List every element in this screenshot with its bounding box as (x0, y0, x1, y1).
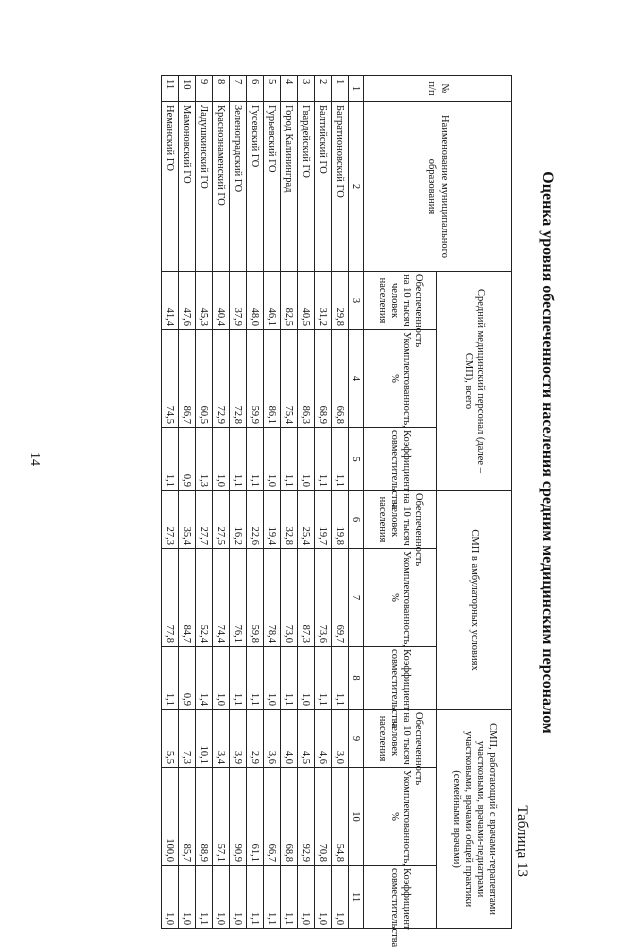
value-cell: 90,9 (230, 768, 247, 866)
value-cell: 68,9 (315, 330, 332, 428)
value-cell: 3,4 (213, 710, 230, 768)
municipality-name: Мамоновский ГО (179, 102, 196, 272)
value-cell: 25,4 (298, 491, 315, 549)
value-cell: 1,1 (196, 866, 213, 929)
value-cell: 4,6 (315, 710, 332, 768)
column-number: 5 (349, 428, 364, 491)
value-cell: 1,1 (315, 428, 332, 491)
table-row (196, 76, 213, 929)
value-cell: 1,1 (315, 647, 332, 710)
value-cell: 66,7 (264, 768, 281, 866)
value-cell: 16,2 (230, 491, 247, 549)
municipality-name: Балтийский ГО (315, 102, 332, 272)
value-cell: 1,1 (332, 428, 349, 491)
municipality-name: Ладушкинский ГО (196, 102, 213, 272)
value-cell: 77,8 (162, 549, 179, 647)
value-cell: 84,7 (179, 549, 196, 647)
value-cell: 10,1 (196, 710, 213, 768)
column-number: 1 (349, 76, 364, 102)
value-cell: 5,5 (162, 710, 179, 768)
value-cell: 40,5 (298, 272, 315, 330)
header-group-outpatient: СМП в амбулаторных условиях (437, 491, 512, 710)
value-cell: 48,0 (247, 272, 264, 330)
municipality-name: Краснознаменский ГО (213, 102, 230, 272)
row-number: 6 (247, 76, 264, 102)
value-cell: 47,6 (179, 272, 196, 330)
header-num: № п/п (364, 76, 512, 102)
subheader-provision: Обеспеченность на 10 тысяч человек населения (364, 491, 437, 549)
value-cell: 86,7 (179, 330, 196, 428)
subheader-ratio: Коэффициент совместительства (364, 866, 437, 929)
table-row (264, 76, 281, 929)
table-row (298, 76, 315, 929)
subheader-provision: Обеспеченность на 10 тысяч человек населения (364, 272, 437, 330)
value-cell: 1,1 (281, 866, 298, 929)
value-cell: 1,0 (213, 428, 230, 491)
row-number: 10 (179, 76, 196, 102)
value-cell: 1,1 (247, 428, 264, 491)
municipality-name: Неманский ГО (162, 102, 179, 272)
row-number: 7 (230, 76, 247, 102)
header-group-district: СМП, работающий с врачами-терапевтами участковыми, врачами-педиатрами участковыми, врачами общей практики (семейными врачами) (437, 710, 512, 929)
table-row (230, 76, 247, 929)
table-row (179, 76, 196, 929)
value-cell: 68,8 (281, 768, 298, 866)
subheader-ratio: Коэффициент совместительства (364, 647, 437, 710)
value-cell: 1,1 (264, 866, 281, 929)
value-cell: 40,4 (213, 272, 230, 330)
column-number: 9 (349, 710, 364, 768)
row-number: 11 (162, 76, 179, 102)
value-cell: 92,9 (298, 768, 315, 866)
value-cell: 27,5 (213, 491, 230, 549)
value-cell: 1,0 (162, 866, 179, 929)
value-cell: 70,8 (315, 768, 332, 866)
table-row (332, 76, 349, 929)
subheader-provision: Обеспеченность на 10 тысяч человек населения (364, 710, 437, 768)
value-cell: 88,9 (196, 768, 213, 866)
value-cell: 76,1 (230, 549, 247, 647)
value-cell: 1,0 (298, 866, 315, 929)
row-number: 5 (264, 76, 281, 102)
column-number: 8 (349, 647, 364, 710)
value-cell: 4,0 (281, 710, 298, 768)
value-cell: 3,0 (332, 710, 349, 768)
value-cell: 1,0 (213, 647, 230, 710)
table-row (162, 76, 179, 929)
value-cell: 72,9 (213, 330, 230, 428)
value-cell: 75,4 (281, 330, 298, 428)
value-cell: 19,4 (264, 491, 281, 549)
value-cell: 37,9 (230, 272, 247, 330)
value-cell: 3,6 (264, 710, 281, 768)
value-cell: 1,3 (196, 428, 213, 491)
column-number: 2 (349, 102, 364, 272)
header-name: Наименование муниципального образования (364, 102, 512, 272)
subheader-staffing: Укомплектованность, % (364, 549, 437, 647)
value-cell: 1,1 (247, 866, 264, 929)
row-number: 4 (281, 76, 298, 102)
municipality-name: Город Калининград (281, 102, 298, 272)
column-number: 4 (349, 330, 364, 428)
value-cell: 1,0 (264, 647, 281, 710)
value-cell: 46,1 (264, 272, 281, 330)
municipality-name: Гусевский ГО (247, 102, 264, 272)
value-cell: 0,9 (179, 647, 196, 710)
staffing-table (161, 75, 512, 947)
value-cell: 73,6 (315, 549, 332, 647)
table-row (315, 76, 332, 929)
value-cell: 87,3 (298, 549, 315, 647)
subheader-staffing: Укомплектованность, % (364, 330, 437, 428)
value-cell: 41,4 (162, 272, 179, 330)
value-cell: 85,7 (179, 768, 196, 866)
page-number: 14 (27, 452, 42, 466)
table-row (281, 76, 298, 929)
value-cell: 59,9 (247, 330, 264, 428)
value-cell: 1,0 (213, 866, 230, 929)
table-caption: Таблица 13 (514, 805, 530, 877)
value-cell: 54,8 (332, 768, 349, 866)
value-cell: 19,7 (315, 491, 332, 549)
value-cell: 74,5 (162, 330, 179, 428)
column-number: 3 (349, 272, 364, 330)
value-cell: 45,3 (196, 272, 213, 330)
value-cell: 1,0 (332, 866, 349, 929)
row-number: 8 (213, 76, 230, 102)
value-cell: 35,4 (179, 491, 196, 549)
value-cell: 1,4 (196, 647, 213, 710)
value-cell: 61,1 (247, 768, 264, 866)
document-title: Оценка уровня обеспеченности населения средним медицинским персоналом (539, 171, 556, 734)
value-cell: 1,0 (230, 866, 247, 929)
table-row (247, 76, 264, 929)
value-cell: 1,1 (162, 647, 179, 710)
value-cell: 32,8 (281, 491, 298, 549)
column-number: 11 (349, 866, 364, 929)
subheader-staffing: Укомплектованность, % (364, 768, 437, 866)
value-cell: 22,6 (247, 491, 264, 549)
municipality-name: Багратионовский ГО (332, 102, 349, 272)
value-cell: 1,0 (264, 428, 281, 491)
value-cell: 66,8 (332, 330, 349, 428)
value-cell: 31,2 (315, 272, 332, 330)
value-cell: 1,1 (281, 647, 298, 710)
value-cell: 29,8 (332, 272, 349, 330)
value-cell: 86,3 (298, 330, 315, 428)
value-cell: 82,5 (281, 272, 298, 330)
value-cell: 0,9 (179, 428, 196, 491)
value-cell: 78,4 (264, 549, 281, 647)
column-number: 6 (349, 491, 364, 549)
subheader-ratio: Коэффициент совместительства (364, 428, 437, 491)
municipality-name: Гвардейский ГО (298, 102, 315, 272)
value-cell: 1,0 (179, 866, 196, 929)
value-cell: 100,0 (162, 768, 179, 866)
value-cell: 1,1 (247, 647, 264, 710)
header-group-total: Средний медицинский персонал (далее – СМП), всего (437, 272, 512, 491)
value-cell: 1,1 (230, 428, 247, 491)
value-cell: 2,9 (247, 710, 264, 768)
value-cell: 4,5 (298, 710, 315, 768)
value-cell: 69,7 (332, 549, 349, 647)
row-number: 1 (332, 76, 349, 102)
value-cell: 59,8 (247, 549, 264, 647)
column-number: 7 (349, 549, 364, 647)
row-number: 3 (298, 76, 315, 102)
value-cell: 52,4 (196, 549, 213, 647)
value-cell: 86,1 (264, 330, 281, 428)
value-cell: 1,0 (298, 428, 315, 491)
row-number: 9 (196, 76, 213, 102)
column-number-row (349, 76, 364, 929)
value-cell: 74,4 (213, 549, 230, 647)
value-cell: 60,5 (196, 330, 213, 428)
value-cell: 72,8 (230, 330, 247, 428)
table-row (213, 76, 230, 929)
municipality-name: Зеленоградский ГО (230, 102, 247, 272)
value-cell: 1,1 (281, 428, 298, 491)
column-number: 10 (349, 768, 364, 866)
value-cell: 3,9 (230, 710, 247, 768)
municipality-name: Гурьевский ГО (264, 102, 281, 272)
value-cell: 1,1 (230, 647, 247, 710)
value-cell: 27,3 (162, 491, 179, 549)
value-cell: 1,1 (162, 428, 179, 491)
value-cell: 19,8 (332, 491, 349, 549)
value-cell: 73,0 (281, 549, 298, 647)
value-cell: 57,1 (213, 768, 230, 866)
value-cell: 1,1 (332, 647, 349, 710)
value-cell: 7,3 (179, 710, 196, 768)
value-cell: 1,0 (298, 647, 315, 710)
value-cell: 27,7 (196, 491, 213, 549)
value-cell: 1,0 (315, 866, 332, 929)
row-number: 2 (315, 76, 332, 102)
